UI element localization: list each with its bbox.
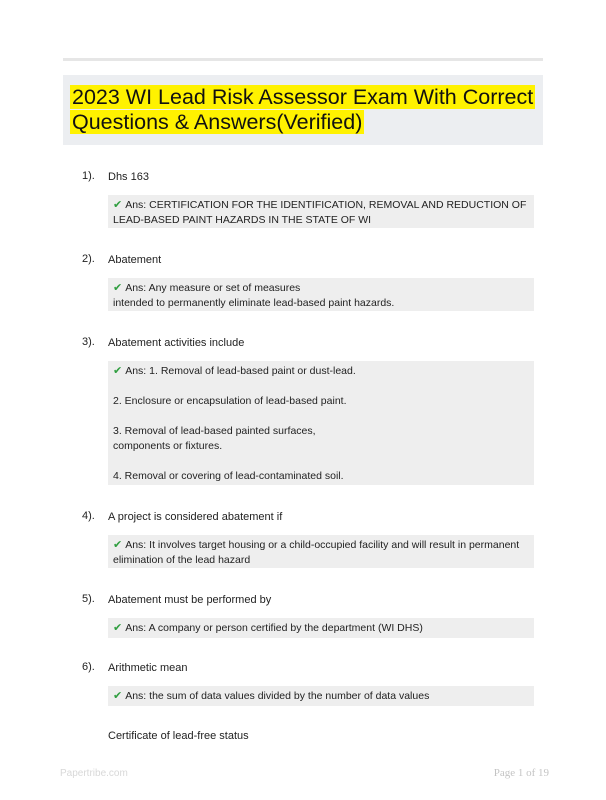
check-icon: ✔	[113, 539, 123, 551]
question-text: Abatement must be performed by	[108, 594, 272, 606]
answer-text: Ans: A company or person certified by the department (WI DHS)	[125, 622, 423, 634]
page-indicator: Page 1 of 19	[493, 767, 549, 779]
check-icon: ✔	[113, 282, 123, 294]
question-number: 5).	[82, 593, 95, 605]
answer-text: Ans: CERTIFICATION FOR THE IDENTIFICATION, REMOVAL AND REDUCTION OF LEAD-BASED PAINT HAZARDS IN THE STATE OF WI	[113, 199, 527, 226]
check-icon: ✔	[113, 622, 123, 634]
question-text: A project is considered abatement if	[108, 511, 283, 523]
answer-text: Ans: 1. Removal of lead-based paint or dust-lead. 2. Enclosure or encapsulation of lead-based paint. 3. Removal of lead-based painted surfaces, components or fixtures. 4. Removal or covering of lead-contaminated soil.	[113, 365, 356, 482]
answer-box	[108, 535, 534, 568]
next-question-text: Certificate of lead-free status	[108, 730, 249, 742]
question-text: Dhs 163	[108, 171, 149, 183]
answer-text: Ans: Any measure or set of measures intended to permanently eliminate lead-based paint hazards.	[113, 282, 395, 309]
question-text: Abatement activities include	[108, 337, 245, 349]
answer-box	[108, 361, 534, 485]
answer-box	[108, 195, 534, 228]
question-number: 2).	[82, 253, 95, 265]
check-icon: ✔	[113, 365, 123, 377]
answer-box	[108, 278, 534, 311]
answer-box	[108, 686, 534, 706]
answer-text: Ans: the sum of data values divided by the number of data values	[125, 690, 430, 702]
question-number: 3).	[82, 336, 95, 348]
question-number: 6).	[82, 661, 95, 673]
question-number: 1).	[82, 170, 95, 182]
footer-watermark: Papertribe.com	[60, 768, 128, 779]
answer-text: Ans: It involves target housing or a child-occupied facility and will result in permanent elimination of the lead hazard	[113, 539, 520, 566]
check-icon: ✔	[113, 690, 123, 702]
question-number: 4).	[82, 510, 95, 522]
question-text: Arithmetic mean	[108, 662, 188, 674]
question-text: Abatement	[108, 254, 162, 266]
document-title: 2023 WI Lead Risk Assessor Exam With Correct Questions & Answers(Verified)	[72, 85, 534, 134]
top-divider	[63, 58, 543, 61]
check-icon: ✔	[113, 199, 123, 211]
answer-box	[108, 618, 534, 638]
